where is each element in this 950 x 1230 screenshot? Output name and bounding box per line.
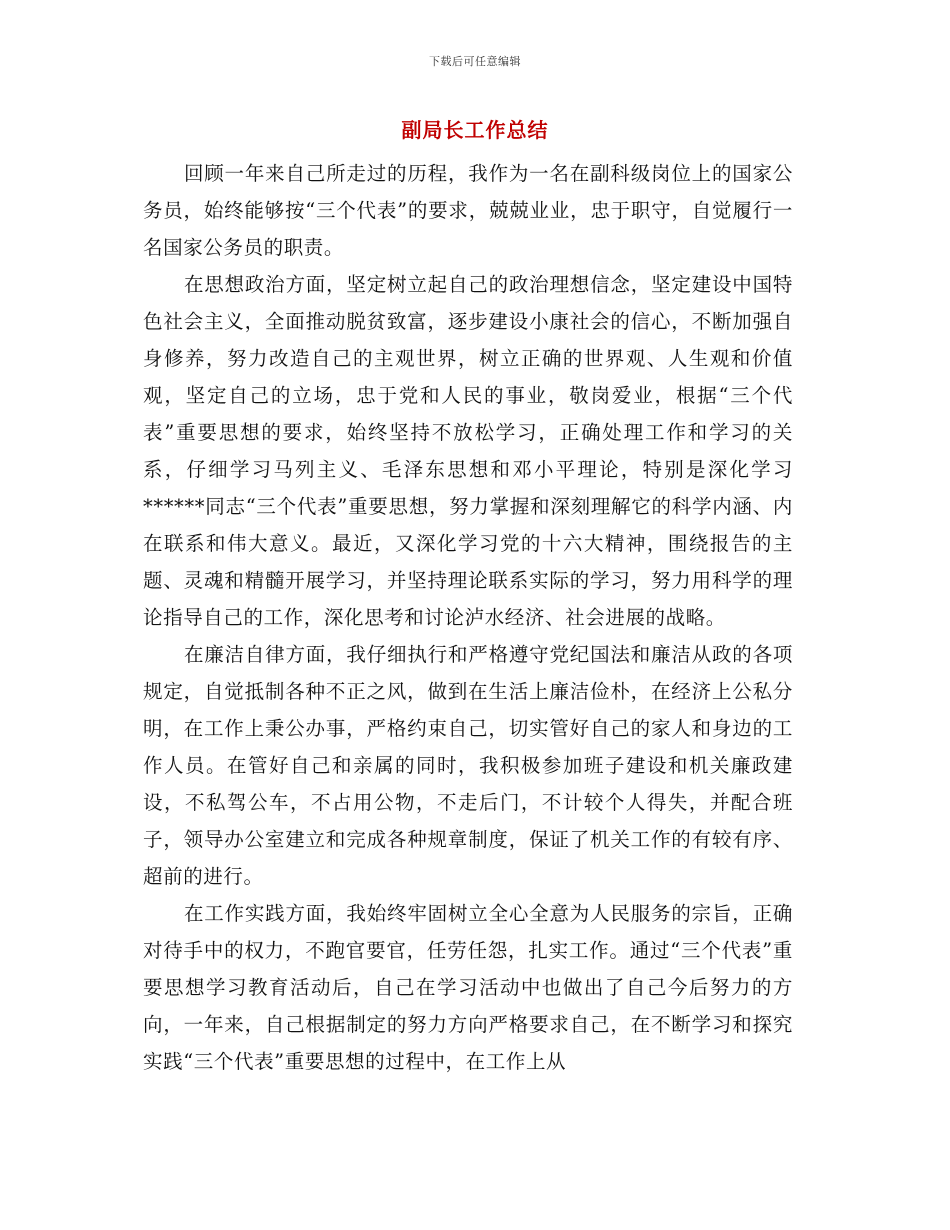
header-note: 下载后可任意编辑 xyxy=(429,55,521,68)
page-title: 副局长工作总结 xyxy=(401,118,549,142)
document-body xyxy=(143,155,793,1080)
paragraph-intro: 回顾一年来自己所走过的历程，我作为一名在副科级岗位上的国家公务员，始终能够按“三个代表”的要求，兢兢业业，忠于职守，自觉履行一名国家公务员的职责。 xyxy=(143,162,793,259)
paragraph-political: 在思想政治方面，坚定树立起自己的政治理想信念，坚定建设中国特色社会主义，全面推动脱贫致富，逐步建设小康社会的信心，不断加强自身修养，努力改造自己的主观世界，树立正确的世界观、人生观和价值观，坚定自己的立场，忠于党和人民的事业，敬岗爱业，根据“三个代表”重要思想的要求，始终坚持不放松学习，正确处理工作和学习的关系，仔细学习马列主义、毛泽东思想和邓小平理论，特别是深化学习******同志“三个代表”重要思想，努力掌握和深刻理解它的科学内涵、内在联系和伟大意义。最近，又深化学习党的十六大精神，围绕报告的主题、灵魂和精髓开展学习，并坚持理论联系实际的学习，努力用科学的理论指导自己的工作，深化思考和讨论泸水经济、社会进展的战略。 xyxy=(143,273,793,629)
paragraph-integrity: 在廉洁自律方面，我仔细执行和严格遵守党纪国法和廉洁从政的各项规定，自觉抵制各种不正之风，做到在生活上廉洁俭朴，在经济上公私分明，在工作上秉公办事，严格约束自己，切实管好自己的家人和身边的工作人员。在管好自己和亲属的同时，我积极参加班子建设和机关廉政建设，不私驾公车，不占用公物，不走后门，不计较个人得失，并配合班子，领导办公室建立和完成各种规章制度，保证了机关工作的有较有序、超前的进行。 xyxy=(143,643,793,888)
paragraph-work-practice: 在工作实践方面，我始终牢固树立全心全意为人民服务的宗旨，正确对待手中的权力，不跑官要官，任劳任怨，扎实工作。通过“三个代表”重要思想学习教育活动后，自己在学习活动中也做出了自己今后努力的方向，一年来，自己根据制定的努力方向严格要求自己，在不断学习和探究实践“三个代表”重要思想的过程中，在工作上从 xyxy=(143,902,793,1073)
